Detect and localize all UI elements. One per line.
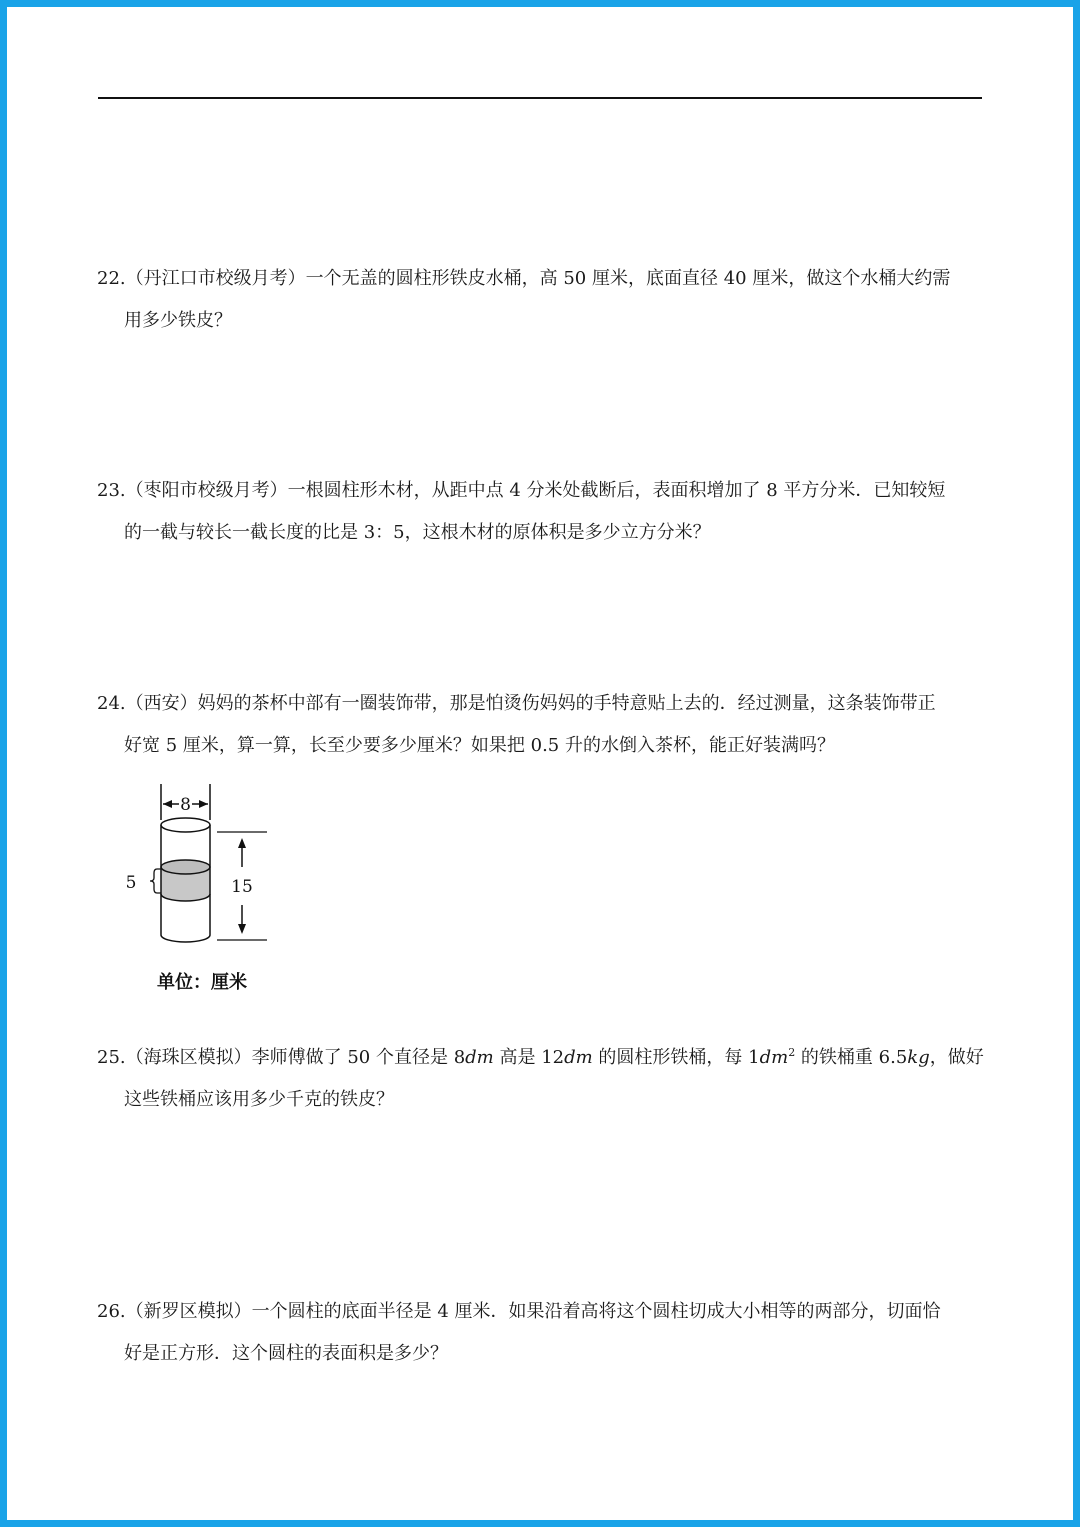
diameter-label: 8 (180, 795, 191, 815)
band-width-label: 5 (125, 873, 137, 893)
question-26-line-1: 26.（新罗区模拟）一个圆柱的底面半径是 4 厘米．如果沿着高将这个圆柱切成大小相等的两部分，切面恰 (97, 1301, 941, 1322)
question-22 (97, 258, 983, 342)
cup-figure (117, 772, 287, 1002)
q25-suffix: ，做好 (929, 1047, 984, 1068)
question-23-line-2: 的一截与较长一截长度的比是 3：5，这根木材的原体积是多少立方分米？ (124, 522, 711, 543)
question-25-line-1 (97, 1037, 983, 1079)
q25-unit-2: dm (564, 1047, 593, 1068)
header-rule (98, 97, 982, 99)
question-23 (97, 470, 983, 554)
question-25-line-2: 这些铁桶应该用多少千克的铁皮？ (124, 1089, 394, 1110)
figure-caption: 单位：厘米 (157, 972, 247, 993)
q25-unit-3: dm (759, 1047, 789, 1068)
worksheet-page (7, 7, 1073, 1520)
question-26-line-2: 好是正方形．这个圆柱的表面积是多少？ (124, 1343, 448, 1364)
question-24 (97, 683, 983, 767)
q25-prefix: 25.（海珠区模拟）李师傅做了 50 个直径是 8 (97, 1047, 466, 1068)
question-24-line-2: 好宽 5 厘米，算一算，长至少要多少厘米？如果把 0.5 升的水倒入茶杯，能正好装满吗？ (124, 735, 835, 756)
q25-mid-1: 高是 12 (493, 1047, 565, 1068)
height-label: 15 (231, 877, 253, 897)
question-22-line-1: 22.（丹江口市校级月考）一个无盖的圆柱形铁皮水桶，高 50 厘米，底面直径 40 厘米，做这个水桶大约需 (97, 268, 951, 289)
question-26 (97, 1291, 983, 1375)
q25-mid-2: 的圆柱形铁桶，每 1 (592, 1047, 760, 1068)
question-25 (97, 1037, 983, 1121)
q25-unit-1: dm (465, 1047, 494, 1068)
cylinder-diagram (117, 772, 287, 972)
q25-mid-3: 的铁桶重 6.5 (795, 1047, 908, 1068)
question-23-line-1: 23.（枣阳市校级月考）一根圆柱形木材，从距中点 4 分米处截断后，表面积增加了 8 平方分米．已知较短 (97, 480, 946, 501)
question-22-line-2: 用多少铁皮？ (124, 310, 232, 331)
question-24-line-1: 24.（西安）妈妈的茶杯中部有一圈装饰带，那是怕烫伤妈妈的手特意贴上去的．经过测量，这条装饰带正 (97, 693, 936, 714)
q25-unit-4: kg (907, 1047, 930, 1068)
q25-exponent: 2 (788, 1046, 796, 1059)
